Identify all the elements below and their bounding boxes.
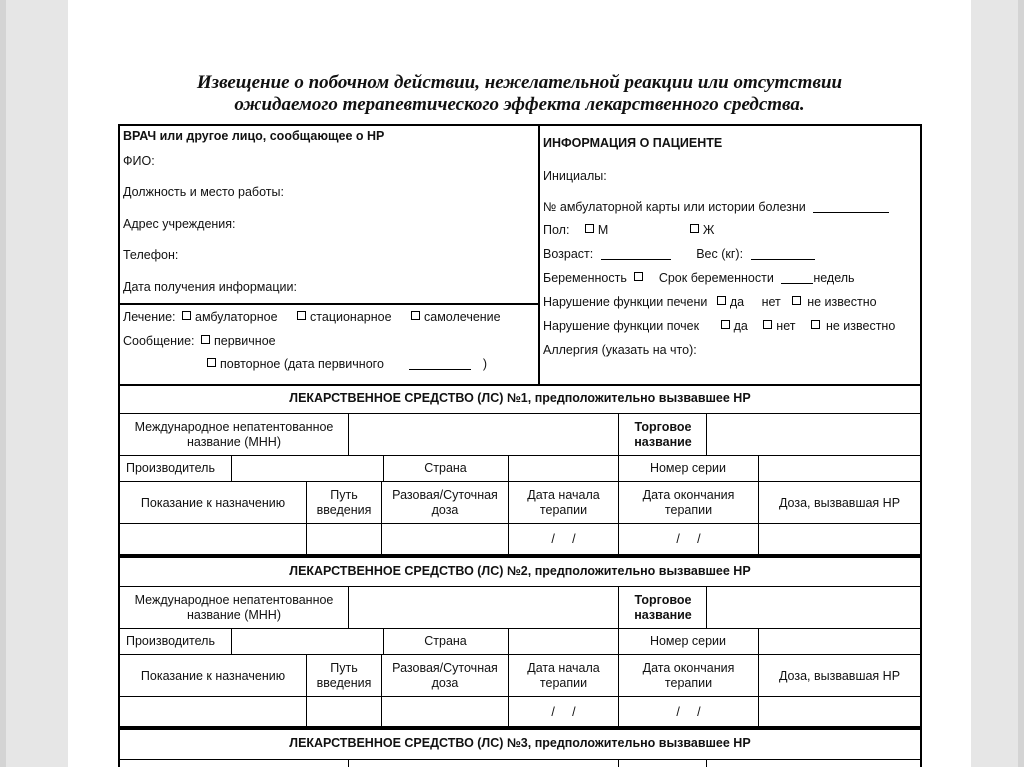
drug-1-end-date[interactable]: / / <box>676 532 701 546</box>
drug-1-v4 <box>231 455 232 481</box>
drug-2-route: Путь введения <box>316 661 372 690</box>
drug-1-line-d <box>118 523 922 524</box>
reporter-divider <box>118 303 539 305</box>
title-line-1: Извещение о побочном действии, нежелательной реакции или отсутствии <box>196 72 843 93</box>
drug-1-v1 <box>348 413 349 455</box>
report-label: Сообщение: <box>123 334 195 348</box>
drug-1-series: Номер серии <box>649 461 727 475</box>
drug-3-line-a <box>118 759 922 760</box>
drug-1-manufacturer: Производитель <box>126 461 215 475</box>
patient-weight-field[interactable] <box>751 259 815 260</box>
patient-term-field[interactable] <box>781 283 813 284</box>
drug-2-v6 <box>508 628 509 654</box>
drug-1-line-b <box>118 455 922 456</box>
checkbox-primary[interactable] <box>201 335 210 344</box>
liver-unknown: не известно <box>807 295 877 309</box>
form-title <box>68 72 971 116</box>
drug-1-route: Путь введения <box>316 488 372 517</box>
patient-female: Ж <box>702 223 715 237</box>
patient-card-field[interactable] <box>813 212 889 213</box>
drug-1-end: Дата окончания терапии <box>642 488 735 517</box>
drug-3-v1 <box>348 759 349 767</box>
drug-1-inn: Международное непатентованное название (МНН) <box>134 420 334 449</box>
drug-2-v1 <box>348 586 349 628</box>
patient-sex-row <box>543 223 714 238</box>
report-row <box>123 334 276 349</box>
treatment-row <box>123 310 501 325</box>
drug-2-v3 <box>706 586 707 628</box>
drug-2-ae-dose: Доза, вызвавшая НР <box>778 669 901 683</box>
drug-1-start: Дата начала терапии <box>527 488 600 517</box>
checkbox-liver-no[interactable] <box>792 296 801 305</box>
drug-1-v8 <box>758 455 759 481</box>
patient-pregnancy-label: Беременность <box>543 271 627 285</box>
patient-pregnancy-term: Срок беременности <box>658 271 774 285</box>
kidney-no: нет <box>776 319 796 333</box>
checkbox-stationary[interactable] <box>297 311 306 320</box>
patient-kidney-row <box>543 319 895 334</box>
drug-block-1 <box>118 384 922 556</box>
drug-2-manufacturer: Производитель <box>126 634 215 648</box>
checkbox-self[interactable] <box>411 311 420 320</box>
drug-3-v2 <box>618 759 619 767</box>
patient-liver-label: Нарушение функции печени <box>543 295 708 309</box>
patient-age-row <box>543 247 815 262</box>
checkbox-kidney-yes[interactable] <box>721 320 730 329</box>
drug-2-trade: Торговое название <box>634 593 692 622</box>
title-line-2: ожидаемого терапевтического эффекта лекарственного средства. <box>234 94 805 115</box>
reporter-header: ВРАЧ или другое лицо, сообщающее о НР <box>123 129 385 143</box>
drug-2-line-b <box>118 628 922 629</box>
drug-3-title: ЛЕКАРСТВЕННОЕ СРЕДСТВО (ЛС) №3, предположительно вызвавшее НР <box>289 736 751 750</box>
kidney-unknown: не известно <box>825 319 896 333</box>
repeat-close: ) <box>482 357 488 371</box>
checkbox-ambulatory[interactable] <box>182 311 191 320</box>
drug-3-v3 <box>706 759 707 767</box>
left-rail <box>0 0 6 767</box>
patient-kidney-label: Нарушение функции почек <box>543 319 700 333</box>
form-sheet <box>68 0 971 767</box>
repeat-date-field[interactable] <box>409 369 471 370</box>
checkbox-kidney-no[interactable] <box>763 320 772 329</box>
patient-initials[interactable]: Инициалы: <box>543 169 607 183</box>
drug-1-indication: Показание к назначению <box>140 496 286 510</box>
right-rail <box>1018 0 1024 767</box>
reporter-phone[interactable]: Телефон: <box>123 248 179 262</box>
drug-1-country: Страна <box>424 461 467 475</box>
patient-allergy[interactable]: Аллергия (указать на что): <box>543 343 697 357</box>
drug-1-line-a <box>118 413 922 414</box>
drug-2-country: Страна <box>424 634 467 648</box>
treatment-self: самолечение <box>424 310 501 324</box>
patient-liver-row <box>543 295 877 310</box>
checkbox-pregnancy[interactable] <box>634 272 643 281</box>
patient-weeks: недель <box>813 271 855 285</box>
drug-1-v3 <box>706 413 707 455</box>
patient-card-label: № амбулаторной карты или истории болезни <box>543 200 806 214</box>
drug-1-v13 <box>758 481 759 556</box>
checkbox-repeat[interactable] <box>207 358 216 367</box>
drug-2-v4 <box>231 628 232 654</box>
drug-1-trade: Торговое название <box>634 420 692 449</box>
treatment-label: Лечение: <box>123 310 176 324</box>
kidney-yes: да <box>733 319 748 333</box>
patient-card-row <box>543 200 889 215</box>
patient-age-field[interactable] <box>601 259 671 260</box>
patient-pregnancy-row <box>543 271 855 286</box>
patient-header: ИНФОРМАЦИЯ О ПАЦИЕНТЕ <box>543 136 723 150</box>
patient-age-label: Возраст: <box>543 247 594 261</box>
drug-2-v8 <box>758 628 759 654</box>
patient-sex-label: Пол: <box>543 223 570 237</box>
drug-1-title: ЛЕКАРСТВЕННОЕ СРЕДСТВО (ЛС) №1, предположительно вызвавшее НР <box>289 391 751 405</box>
drug-2-line-a <box>118 586 922 587</box>
liver-no: нет <box>761 295 781 309</box>
reporter-address[interactable]: Адрес учреждения: <box>123 217 236 231</box>
drug-1-dose: Разовая/Суточная доза <box>392 488 498 517</box>
top-divider <box>538 124 540 386</box>
report-primary: первичное <box>213 334 276 348</box>
drug-1-line-c <box>118 481 922 482</box>
drug-2-end-date[interactable]: / / <box>676 705 701 719</box>
liver-yes: да <box>729 295 745 309</box>
drug-2-title: ЛЕКАРСТВЕННОЕ СРЕДСТВО (ЛС) №2, предположительно вызвавшее НР <box>289 564 751 578</box>
checkbox-liver-yes[interactable] <box>717 296 726 305</box>
drug-2-v2 <box>618 586 619 628</box>
drug-2-start: Дата начала терапии <box>527 661 600 690</box>
drug-1-ae-dose: Доза, вызвавшая НР <box>778 496 901 510</box>
drug-2-dose: Разовая/Суточная доза <box>392 661 498 690</box>
drug-2-line-d <box>118 696 922 697</box>
patient-male: М <box>597 223 609 237</box>
drug-2-v13 <box>758 654 759 728</box>
drug-2-end: Дата окончания терапии <box>642 661 735 690</box>
treatment-ambulatory: амбулаторное <box>195 310 278 324</box>
drug-1-start-date[interactable]: / / <box>551 532 576 546</box>
treatment-stationary: стационарное <box>310 310 392 324</box>
reporter-date[interactable]: Дата получения информации: <box>123 280 297 294</box>
checkbox-kidney-unknown[interactable] <box>811 320 820 329</box>
reporter-position[interactable]: Должность и место работы: <box>123 185 284 199</box>
drug-2-indication: Показание к назначению <box>140 669 286 683</box>
checkbox-male[interactable] <box>585 224 594 233</box>
drug-2-inn: Международное непатентованное название (МНН) <box>134 593 334 622</box>
drug-1-v2 <box>618 413 619 455</box>
report-repeat: повторное (дата первичного <box>220 357 384 371</box>
patient-weight-label: Вес (кг): <box>696 247 744 261</box>
drug-2-line-c <box>118 654 922 655</box>
reporter-fio[interactable]: ФИО: <box>123 154 155 168</box>
drug-2-series: Номер серии <box>649 634 727 648</box>
drug-2-start-date[interactable]: / / <box>551 705 576 719</box>
drug-block-2 <box>118 556 922 728</box>
checkbox-female[interactable] <box>690 224 699 233</box>
repeat-row <box>207 357 487 372</box>
drug-1-v6 <box>508 455 509 481</box>
